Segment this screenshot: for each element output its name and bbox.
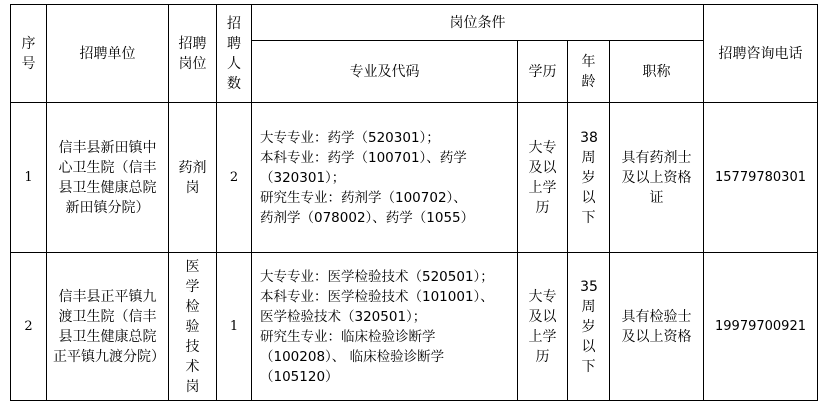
- header-major: 专业及代码: [252, 41, 518, 103]
- cell-count: 2: [217, 103, 252, 253]
- cell-post: 药剂岗: [169, 103, 217, 253]
- major-line: （100208）、 临床检验诊断学: [260, 348, 445, 365]
- header-education: 学历: [518, 41, 568, 103]
- header-contact: 招聘咨询电话: [704, 5, 818, 103]
- cell-post: 医学检验技术岗: [169, 253, 217, 401]
- cell-age: 35周岁以下: [568, 253, 610, 401]
- recruitment-table: [10, 4, 818, 401]
- cell-unit: 信丰县新田镇中心卫生院（信丰县卫生健康总院新田镇分院）: [47, 103, 169, 253]
- cell-major: [252, 253, 518, 401]
- header-unit: 招聘单位: [47, 5, 169, 103]
- cell-title: 具有药剂士及以上资格证: [610, 103, 704, 253]
- cell-phone: 15779780301: [704, 103, 818, 253]
- header-title: 职称: [610, 41, 704, 103]
- major-line: 大专专业：药学（520301）；: [260, 129, 440, 146]
- cell-count: 1: [217, 253, 252, 401]
- cell-age: 38周岁以下: [568, 103, 610, 253]
- major-line: 本科专业：医学检验技术（101001）、: [260, 288, 494, 305]
- major-line: （320301）；: [260, 169, 346, 186]
- major-line: 研究生专业：临床检验诊断学: [260, 328, 436, 345]
- cell-education: 大专及以上学历: [518, 103, 568, 253]
- cell-title: 具有检验士及以上资格: [610, 253, 704, 401]
- cell-major: [252, 103, 518, 253]
- major-line: 本科专业：药学（100701）、药学: [260, 149, 467, 166]
- header-age: 年龄: [568, 41, 610, 103]
- header-seq: 序号: [11, 5, 47, 103]
- header-post: 招聘岗位: [169, 5, 217, 103]
- header-row-1: [11, 5, 818, 41]
- major-line: （105120）: [260, 368, 339, 385]
- major-line: 医学检验技术（320501）；: [260, 308, 427, 325]
- cell-seq: 1: [11, 103, 47, 253]
- major-line: 研究生专业：药剂学（100702）、: [260, 189, 467, 206]
- major-line: 药剂学（078002）、药学（1055）: [260, 209, 475, 226]
- major-line: 大专专业：医学检验技术（520501）；: [260, 268, 494, 285]
- table-row: [11, 253, 818, 401]
- cell-seq: 2: [11, 253, 47, 401]
- cell-education: 大专及以上学历: [518, 253, 568, 401]
- header-conditions: 岗位条件: [252, 5, 704, 41]
- header-count: 招聘人数: [217, 5, 252, 103]
- table-row: [11, 103, 818, 253]
- cell-phone: 19979700921: [704, 253, 818, 401]
- cell-unit: 信丰县正平镇九渡卫生院（信丰县卫生健康总院正平镇九渡分院）: [47, 253, 169, 401]
